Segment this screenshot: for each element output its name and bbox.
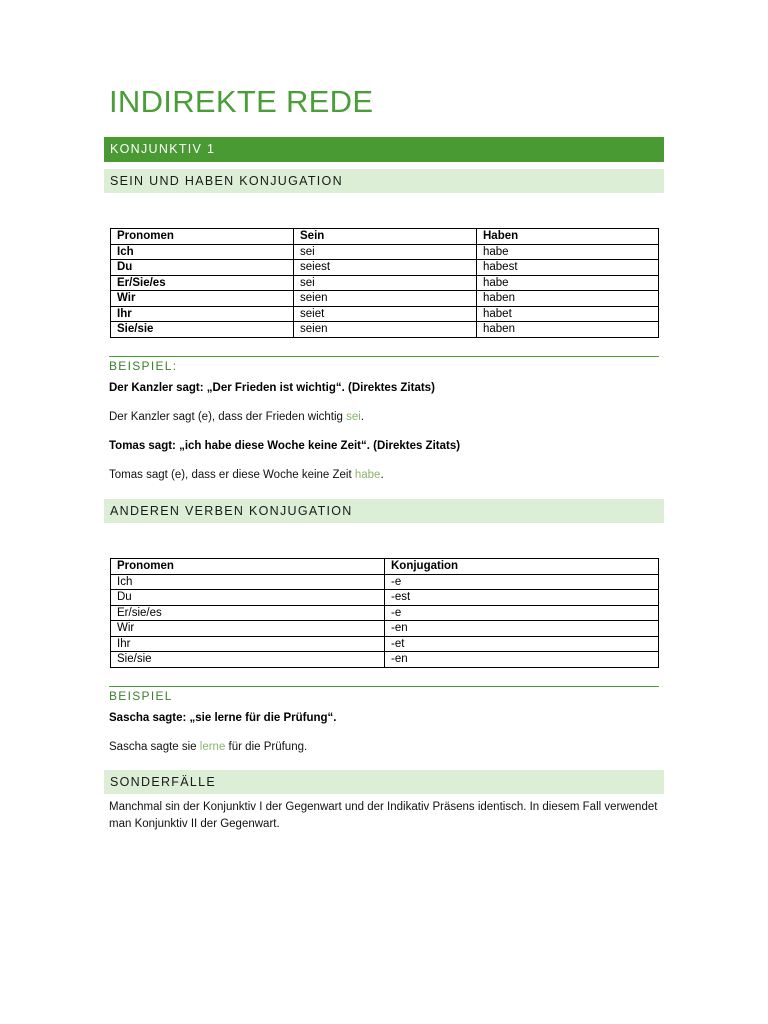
- table-cell: seien: [294, 291, 477, 307]
- table-cell: Sie/sie: [111, 652, 385, 668]
- highlighted-verb: habe: [354, 469, 381, 481]
- table-header-cell: Sein: [294, 229, 477, 245]
- table-cell: Du: [111, 590, 385, 606]
- table-cell: sei: [294, 244, 477, 260]
- table-row: [111, 244, 659, 260]
- table-cell: habest: [477, 260, 659, 276]
- section-heading-konjunktiv-1: KONJUNKTIV 1: [104, 137, 664, 162]
- page-title: INDIREKTE REDE: [109, 84, 374, 119]
- table-header-cell: Haben: [477, 229, 659, 245]
- table-row: [111, 260, 659, 276]
- table-row: [111, 306, 659, 322]
- direct-quote-2: Tomas sagt: „ich habe diese Woche keine Zeit“. (Direktes Zitats): [109, 440, 461, 452]
- table-cell: haben: [477, 322, 659, 338]
- sein-haben-table: [110, 228, 659, 338]
- table-cell: seiest: [294, 260, 477, 276]
- table-header-row: [111, 229, 659, 245]
- table-cell: -e: [385, 574, 659, 590]
- table-cell: seien: [294, 322, 477, 338]
- table-cell: habet: [477, 306, 659, 322]
- table-cell: -et: [385, 636, 659, 652]
- table-cell: sei: [294, 275, 477, 291]
- table-header-cell: Konjugation: [385, 559, 659, 575]
- direct-quote-3: Sascha sagte: „sie lerne für die Prüfung“.: [109, 712, 337, 724]
- highlighted-verb: sei: [346, 411, 361, 423]
- table-cell: -en: [385, 621, 659, 637]
- sentence-text: .: [380, 469, 384, 481]
- table-cell: Ihr: [111, 306, 294, 322]
- indirect-sentence-2: [109, 469, 384, 481]
- table-cell: Ich: [111, 574, 385, 590]
- table-row: [111, 605, 659, 621]
- highlighted-verb: lerne: [199, 741, 226, 753]
- table-cell: Sie/sie: [111, 322, 294, 338]
- table-cell: Ich: [111, 244, 294, 260]
- table-cell: Er/sie/es: [111, 605, 385, 621]
- subheading-sein-haben: SEIN UND HABEN KONJUGATION: [104, 169, 664, 193]
- table-cell: Wir: [111, 621, 385, 637]
- sentence-text: .: [360, 411, 365, 423]
- table-row: [111, 291, 659, 307]
- divider-line: [109, 356, 659, 357]
- table-cell: seiet: [294, 306, 477, 322]
- table-cell: -est: [385, 590, 659, 606]
- divider-line: [109, 686, 659, 687]
- table-cell: habe: [477, 244, 659, 260]
- indirect-sentence-1: [109, 411, 364, 423]
- beispiel-heading: BEISPIEL:: [109, 359, 178, 373]
- table-row: [111, 322, 659, 338]
- direct-quote-1: Der Kanzler sagt: „Der Frieden ist wichtig“. (Direktes Zitats): [109, 382, 435, 394]
- table-row: [111, 652, 659, 668]
- beispiel-heading: BEISPIEL: [109, 689, 173, 703]
- table-cell: habe: [477, 275, 659, 291]
- table-row: [111, 636, 659, 652]
- table-cell: Du: [111, 260, 294, 276]
- sonderfaelle-paragraph: Manchmal sin der Konjunktiv I der Gegenwart und der Indikativ Präsens identisch. In diesem Fall verwendet man Konjunktiv II der Gegenwart.: [109, 801, 658, 830]
- table-cell: Ihr: [111, 636, 385, 652]
- sentence-text: Der Kanzler sagt (e), dass der Frieden wichtig: [109, 411, 347, 423]
- subheading-sonderfaelle: SONDERFÄLLE: [104, 770, 664, 794]
- table-header-cell: Pronomen: [111, 229, 294, 245]
- table-header-row: [111, 559, 659, 575]
- sentence-text: für die Prüfung.: [225, 741, 308, 753]
- table-header-cell: Pronomen: [111, 559, 385, 575]
- table-row: [111, 574, 659, 590]
- table-cell: -en: [385, 652, 659, 668]
- table-cell: Wir: [111, 291, 294, 307]
- table-row: [111, 590, 659, 606]
- table-row: [111, 621, 659, 637]
- sentence-text: Tomas sagt (e), dass er diese Woche keine Zeit: [109, 469, 355, 481]
- sentence-text: Sascha sagte sie: [109, 741, 200, 753]
- subheading-andere-verben: ANDEREN VERBEN KONJUGATION: [104, 499, 664, 523]
- table-cell: -e: [385, 605, 659, 621]
- andere-verben-table: [110, 558, 659, 668]
- table-row: [111, 275, 659, 291]
- indirect-sentence-3: [109, 741, 307, 753]
- table-cell: Er/Sie/es: [111, 275, 294, 291]
- table-cell: haben: [477, 291, 659, 307]
